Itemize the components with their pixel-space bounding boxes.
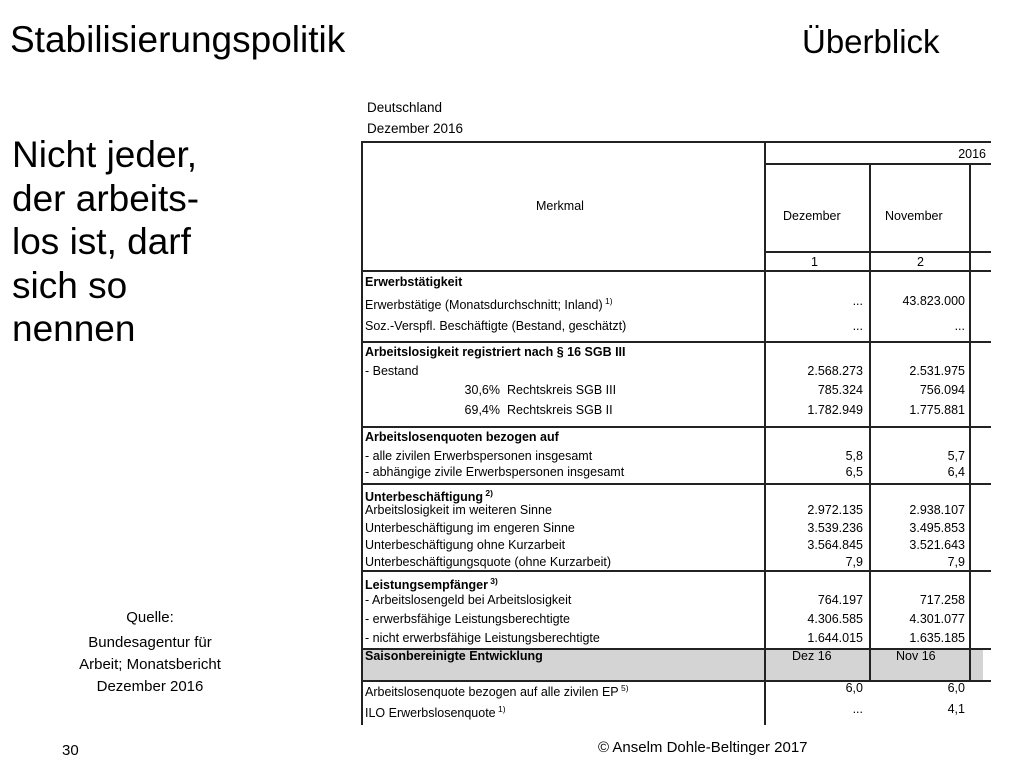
row-value: 2.531.975 xyxy=(909,364,965,378)
row-value: 764.197 xyxy=(817,593,863,607)
table-rule xyxy=(764,163,991,165)
row-value: 2.938.107 xyxy=(909,503,965,517)
row-label: Unterbeschäftigung ohne Kurzarbeit xyxy=(365,538,566,552)
row-value: ... xyxy=(954,319,965,333)
row-label: Rechtskreis SGB III xyxy=(507,383,617,397)
row-value: 7,9 xyxy=(845,555,863,569)
row-value: 1.635.185 xyxy=(909,631,965,645)
row-value: 4.306.585 xyxy=(807,612,863,626)
row-value: 785.324 xyxy=(817,383,863,397)
copyright-notice: © Anselm Dohle-Beltinger 2017 xyxy=(598,739,808,756)
row-label: - nicht erwerbsfähige Leistungsberechtigte xyxy=(365,631,600,645)
row-label: - alle zivilen Erwerbspersonen insgesamt xyxy=(365,449,593,463)
footnote-mark: 2) xyxy=(483,488,493,498)
row-value: 2.972.135 xyxy=(807,503,863,517)
lead-line: los ist, darf xyxy=(12,221,191,262)
row-value: 756.094 xyxy=(919,383,965,397)
row-label: Soz.-Verspfl. Beschäftigte (Bestand, geschätzt) xyxy=(365,319,627,333)
row-value: Dez 16 xyxy=(792,649,832,663)
table-rule xyxy=(361,270,991,272)
row-value: 3.564.845 xyxy=(807,538,863,552)
column-header-november: November xyxy=(885,209,943,223)
row-value: 1.775.881 xyxy=(909,403,965,417)
lead-line: Nicht jeder, xyxy=(12,134,198,175)
row-value: ... xyxy=(852,319,863,333)
footnote-mark: 1) xyxy=(495,704,506,714)
table-rule xyxy=(361,141,991,143)
row-value: 6,0 xyxy=(947,681,965,695)
source-line: Dezember 2016 xyxy=(96,678,204,695)
row-value: ... xyxy=(852,702,863,716)
row-value: 6,5 xyxy=(845,465,863,479)
row-label: - Arbeitslosengeld bei Arbeitslosigkeit xyxy=(365,593,572,607)
row-value: 3.539.236 xyxy=(807,521,863,535)
row-label: Unterbeschäftigungsquote (ohne Kurzarbeit) xyxy=(365,555,611,569)
row-value: 3.521.643 xyxy=(909,538,965,552)
row-value: 4.301.077 xyxy=(909,612,965,626)
footnote-mark: 1) xyxy=(602,296,613,306)
source-citation xyxy=(40,607,260,698)
footnote-mark: 3) xyxy=(487,576,498,586)
row-value: 5,8 xyxy=(845,449,863,463)
row-value: 7,9 xyxy=(947,555,965,569)
table-rule xyxy=(361,341,991,343)
row-value: 1.644.015 xyxy=(807,631,863,645)
table-rule xyxy=(969,163,971,680)
row-value: 3.495.853 xyxy=(909,521,965,535)
row-label: Arbeitslosigkeit registriert nach § 16 SGB III xyxy=(365,345,626,359)
row-share: 69,4% xyxy=(464,403,500,417)
row-label: Rechtskreis SGB II xyxy=(507,403,613,417)
row-value: 1.782.949 xyxy=(807,403,863,417)
page-number: 30 xyxy=(62,742,79,759)
source-line: Arbeit; Monatsbericht xyxy=(79,656,221,673)
row-value: 717.258 xyxy=(919,593,965,607)
footnote-mark: 5) xyxy=(618,683,629,693)
lead-line: sich so xyxy=(12,264,128,306)
column-number: 1 xyxy=(811,255,818,269)
row-value: 5,7 xyxy=(947,449,965,463)
row-label: Arbeitslosenquote bezogen auf alle zivilen EP $^{5)}$ xyxy=(365,683,629,700)
row-label: - Bestand xyxy=(365,364,419,378)
row-value: Nov 16 xyxy=(896,649,936,663)
source-line: Bundesagentur für xyxy=(88,634,212,651)
column-header-dezember: Dezember xyxy=(783,209,841,223)
row-value: 2.568.273 xyxy=(807,364,863,378)
row-label: ILO Erwerbslosenquote $^{1)}$ xyxy=(365,704,506,721)
row-label: Unterbeschäftigung $^{2)}$ xyxy=(365,488,493,505)
slide-title: Stabilisierungspolitik xyxy=(10,19,346,60)
table-rule xyxy=(361,426,991,428)
table-rule xyxy=(361,141,363,725)
table-rule xyxy=(361,570,991,572)
row-value: 43.823.000 xyxy=(902,294,965,308)
row-value: 6,0 xyxy=(845,681,863,695)
table-period: Dezember 2016 xyxy=(367,121,464,136)
source-label: Quelle: xyxy=(126,609,174,626)
lead-line: nennen xyxy=(12,308,136,349)
row-value: ... xyxy=(852,294,863,308)
slide-subtitle: Überblick xyxy=(802,23,940,60)
row-label: Erwerbstätige (Monatsdurchschnitt; Inland) $^{1)}$ xyxy=(365,296,613,313)
row-share: 30,6% xyxy=(464,383,500,397)
row-value: 6,4 xyxy=(947,465,965,479)
row-label: Unterbeschäftigung im engeren Sinne xyxy=(365,521,575,535)
row-label: Arbeitslosenquoten bezogen auf xyxy=(365,430,559,444)
table-rule xyxy=(764,251,991,253)
row-value: 4,1 xyxy=(947,702,965,716)
column-header-year: 2016 xyxy=(958,147,986,161)
lead-line: der arbeits- xyxy=(12,177,200,219)
row-label: Erwerbstätigkeit xyxy=(365,275,463,289)
row-label: Saisonbereinigte Entwicklung xyxy=(365,649,543,663)
row-label: - erwerbsfähige Leistungsberechtigte xyxy=(365,612,570,626)
row-label: - abhängige zivile Erwerbspersonen insgesamt xyxy=(365,465,625,479)
row-label: Arbeitslosigkeit im weiteren Sinne xyxy=(365,503,552,517)
statistics-table xyxy=(340,96,1024,736)
row-label: Leistungsempfänger $^{3)}$ xyxy=(365,576,498,593)
lead-statement xyxy=(12,133,262,351)
column-number: 2 xyxy=(917,255,924,269)
table-country: Deutschland xyxy=(367,100,443,115)
column-header-merkmal: Merkmal xyxy=(536,199,584,213)
